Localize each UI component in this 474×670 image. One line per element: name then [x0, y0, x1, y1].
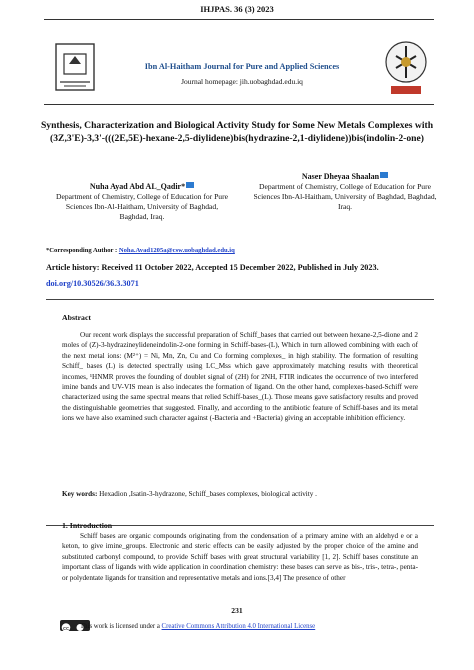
license-prefix: This work is licensed under a — [80, 623, 160, 630]
license-link[interactable]: Creative Commons Attribution 4.0 International License — [161, 623, 316, 630]
corresponding-author — [46, 247, 235, 254]
author-name: Naser Dheyaa Shaalan — [301, 172, 380, 181]
author-block-1 — [52, 182, 232, 222]
abstract-heading: Abstract — [62, 313, 92, 322]
abstract-text: Our recent work displays the successful preparation of Schiff_bases that carried out between hexane-2,5-dione and 2 moles of (Z)-3-hydrazineylideneindolin-2-one forming in Schiff-bases-(L), Which in turn allowed combining with each of the next metal ions: (M²⁺) = Ni, Mn, Zn, Cu and Co forming complexes_ in high stability. The formation of resulting Schiff_ bases (L) is detected spectrally using LC_Mss which gave approximately matching results with theoretical incomes, ¹HNMR proves the founding of doublet signal of (2H) for 2NH, FTIR indicates the occurrence of two interfered imine bands and UV-VIS mean is also indecates the formation of ligand. On the other hand, complexes-based-Schiff were characterized using the same spectral means that relied Schiff-bases_(L). Those means gave satisfactory results and proved the distinguishable geometries that suggested. Finally, and according to the antibiotic feature of Schiff-bases and its metal ions we have also examined such character against (-Bacteria and +Bacteria) giving an acceptable inhibition efficiency. — [62, 331, 418, 423]
header-rule — [44, 19, 434, 20]
author-affiliation: Department of Chemistry, College of Education for Pure Sciences Ibn-Al-Haitham, University of Baghdad, Baghdad, Iraq. — [55, 192, 228, 221]
journal-logo — [383, 38, 429, 98]
author-name: Nuha Ayad Abd AL_Qadir* — [89, 182, 186, 191]
paper-title: Synthesis, Characterization and Biological Activity Study for Some New Metals Complexes with (3Z,3'E)-3,3'-(((2E,5E)-hexane-2,5-diylidene)bis(hydrazine-2,1-diylidene))bis(indolin-2-one) — [40, 120, 434, 144]
email-icon[interactable] — [380, 172, 388, 178]
header-bottom-rule — [44, 104, 434, 105]
email-icon[interactable] — [186, 182, 194, 188]
license-line — [80, 623, 315, 630]
keywords — [62, 490, 418, 498]
keywords-text: Hexadion ,Isatin-3-hydrazone, Schiff_bases complexes, biological activity . — [99, 490, 317, 498]
journal-homepage: Journal homepage: jih.uobaghdad.edu.iq — [181, 77, 303, 86]
intro-heading: 1. Introduction — [62, 521, 113, 530]
corresponding-email-link[interactable]: Noha.Avad1205a@csw.uobaghdad.edu.iq — [118, 247, 235, 254]
intro-text: Schiff bases are organic compounds originating from the condensation of a primary amine with an aldehyd e or a keton, to give imine_groups. Electronic and steric effects can be easily adjusted by the proper choice of the amine and substituted carbonyl compound, to provide Schiff bases with great structural variability [1, 2]. Schiff bases constitute an important class of ligands with wide application in coordination chemistry: these bases can serve as bis-, tris-, tetra-, penta- or polydentate ligands for transition and representative metals and ions.[3,4] The presence of other — [62, 532, 418, 582]
doi-link[interactable]: doi.org/10.30526/36.3.3071 — [46, 279, 139, 288]
journal-name: Ibn Al-Haitham Journal for Pure and Applied Sciences — [144, 62, 340, 71]
journal-reference: IHJPAS. 36 (3) 2023 — [200, 4, 274, 14]
keywords-label: Key words: — [62, 490, 98, 498]
svg-text:cc: cc — [62, 626, 70, 632]
university-logo — [50, 42, 100, 98]
author-block-2 — [250, 172, 440, 212]
corresponding-label: *Corresponding Author : — [46, 247, 118, 254]
article-history: Article history: Received 11 October 2022, Accepted 15 December 2022, Published in July 2023. — [46, 263, 379, 272]
page-number: 231 — [231, 606, 243, 615]
author-affiliation: Department of Chemistry, College of Education for Pure Sciences Ibn-Al-Haitham, University of Baghdad, Baghdad, Iraq. — [253, 182, 437, 211]
